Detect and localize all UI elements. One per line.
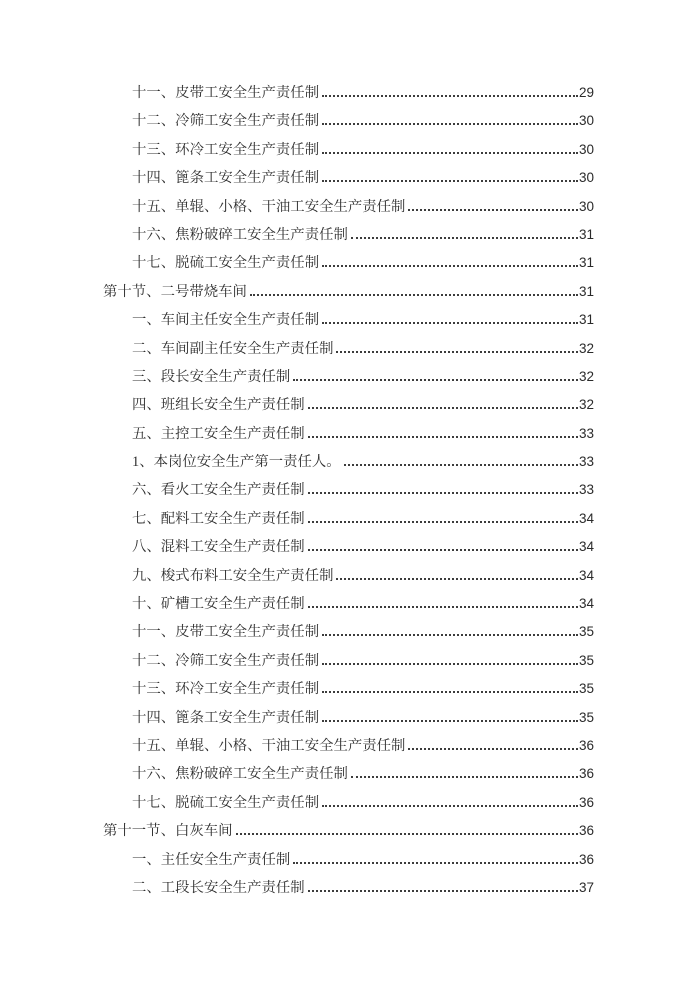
toc-entry-page: 30 (578, 198, 594, 214)
toc-section-row[interactable] (103, 817, 594, 845)
dot-leader (322, 265, 578, 267)
toc-entry-row[interactable] (103, 306, 594, 334)
toc-entry-page: 33 (578, 482, 594, 498)
dot-leader (308, 492, 578, 494)
toc-entry-row[interactable] (103, 562, 594, 590)
dot-leader (308, 436, 578, 438)
toc-entry-page: 31 (578, 226, 594, 242)
toc-entry-row[interactable] (103, 221, 594, 249)
toc-entry-row[interactable] (103, 732, 594, 760)
toc-entry-page: 35 (578, 652, 594, 668)
toc-entry-label: 一、车间主任安全生产责任制 (132, 312, 320, 329)
toc-entry-label: 十二、冷筛工安全生产责任制 (132, 113, 320, 130)
dot-leader (408, 209, 578, 211)
toc-entry-label: 五、主控工安全生产责任制 (132, 425, 305, 442)
dot-leader (308, 890, 578, 892)
toc-entry-label: 七、配料工安全生产责任制 (132, 510, 305, 527)
toc-entry-label: 十一、皮带工安全生产责任制 (132, 624, 320, 641)
dot-leader (336, 578, 577, 580)
dot-leader (322, 180, 578, 182)
toc-entry-row[interactable] (103, 760, 594, 788)
toc-entry-label: 九、梭式布料工安全生产责任制 (132, 567, 334, 584)
dot-leader (322, 663, 578, 665)
toc-entry-label: 十七、脱硫工安全生产责任制 (132, 255, 320, 272)
dot-leader (351, 776, 578, 778)
toc-entry-row[interactable] (103, 136, 594, 164)
dot-leader (322, 805, 578, 807)
dot-leader (308, 606, 578, 608)
toc-entry-page: 36 (578, 766, 594, 782)
toc-entry-label: 二、工段长安全生产责任制 (132, 879, 305, 896)
toc-entry-label: 二、车间副主任安全生产责任制 (132, 340, 334, 357)
dot-leader (308, 407, 578, 409)
toc-entry-row[interactable] (103, 647, 594, 675)
toc-section-page: 31 (578, 283, 594, 299)
dot-leader (308, 521, 578, 523)
toc-entry-row[interactable] (103, 505, 594, 533)
toc-section-label: 第十节、二号带烧车间 (103, 283, 247, 300)
toc-entry-row[interactable] (103, 618, 594, 646)
toc-entry-page: 37 (578, 879, 594, 895)
dot-leader (322, 152, 578, 154)
toc-entry-page: 33 (578, 425, 594, 441)
dot-leader (250, 294, 578, 296)
dot-leader (351, 237, 578, 239)
toc-entry-page: 31 (578, 312, 594, 328)
toc-entry-page: 36 (578, 794, 594, 810)
toc-entry-page: 36 (578, 737, 594, 753)
dot-leader (293, 379, 578, 381)
dot-leader (322, 720, 578, 722)
toc-entry-page: 34 (578, 510, 594, 526)
toc-entry-label: 十三、环冷工安全生产责任制 (132, 141, 320, 158)
toc-entry-label: 1、本岗位安全生产第一责任人。 (132, 454, 341, 471)
toc-entry-page: 30 (578, 113, 594, 129)
toc-entry-row[interactable] (103, 448, 594, 476)
toc-entry-label: 十、矿槽工安全生产责任制 (132, 596, 305, 613)
table-of-contents (103, 79, 594, 902)
toc-entry-label: 十五、单辊、小格、干油工安全生产责任制 (132, 737, 406, 754)
toc-section-row[interactable] (103, 278, 594, 306)
toc-entry-row[interactable] (103, 363, 594, 391)
toc-entry-page: 33 (578, 454, 594, 470)
toc-entry-page: 35 (578, 681, 594, 697)
toc-entry-page: 32 (578, 397, 594, 413)
toc-entry-label: 四、班组长安全生产责任制 (132, 397, 305, 414)
toc-entry-label: 十四、篦条工安全生产责任制 (132, 170, 320, 187)
toc-entry-row[interactable] (103, 193, 594, 221)
toc-entry-row[interactable] (103, 335, 594, 363)
toc-entry-row[interactable] (103, 164, 594, 192)
toc-entry-row[interactable] (103, 391, 594, 419)
toc-entry-label: 十六、焦粉破碎工安全生产责任制 (132, 766, 348, 783)
toc-entry-row[interactable] (103, 846, 594, 874)
toc-entry-row[interactable] (103, 874, 594, 902)
dot-leader (322, 634, 578, 636)
dot-leader (322, 95, 578, 97)
toc-entry-page: 36 (578, 851, 594, 867)
toc-entry-row[interactable] (103, 675, 594, 703)
toc-entry-label: 三、段长安全生产责任制 (132, 368, 291, 385)
dot-leader (308, 549, 578, 551)
toc-entry-label: 十四、篦条工安全生产责任制 (132, 709, 320, 726)
toc-entry-label: 十七、脱硫工安全生产责任制 (132, 794, 320, 811)
toc-entry-row[interactable] (103, 704, 594, 732)
dot-leader (236, 833, 578, 835)
toc-entry-page: 35 (578, 709, 594, 725)
toc-entry-page: 32 (578, 340, 594, 356)
toc-entry-page: 34 (578, 596, 594, 612)
toc-entry-row[interactable] (103, 476, 594, 504)
dot-leader (322, 322, 578, 324)
dot-leader (408, 748, 578, 750)
toc-entry-row[interactable] (103, 107, 594, 135)
toc-entry-page: 29 (578, 85, 594, 100)
toc-entry-page: 35 (578, 624, 594, 640)
toc-entry-row[interactable] (103, 789, 594, 817)
toc-entry-label: 十六、焦粉破碎工安全生产责任制 (132, 226, 348, 243)
toc-entry-row[interactable] (103, 79, 594, 107)
toc-entry-page: 32 (578, 368, 594, 384)
dot-leader (322, 123, 578, 125)
toc-entry-row[interactable] (103, 590, 594, 618)
toc-entry-label: 十三、环冷工安全生产责任制 (132, 681, 320, 698)
toc-entry-label: 一、主任安全生产责任制 (132, 851, 291, 868)
toc-section-label: 第十一节、白灰车间 (103, 823, 233, 840)
toc-entry-label: 十一、皮带工安全生产责任制 (132, 85, 320, 101)
toc-entry-page: 31 (578, 255, 594, 271)
toc-entry-page: 34 (578, 539, 594, 555)
toc-entry-page: 34 (578, 567, 594, 583)
toc-entry-page: 30 (578, 141, 594, 157)
dot-leader (344, 464, 578, 466)
toc-entry-label: 八、混料工安全生产责任制 (132, 539, 305, 556)
toc-entry-row[interactable] (103, 533, 594, 561)
toc-entry-label: 十二、冷筛工安全生产责任制 (132, 652, 320, 669)
dot-leader (293, 862, 578, 864)
toc-entry-row[interactable] (103, 420, 594, 448)
dot-leader (336, 351, 577, 353)
toc-entry-page: 30 (578, 170, 594, 186)
toc-section-page: 36 (578, 823, 594, 839)
toc-entry-label: 六、看火工安全生产责任制 (132, 482, 305, 499)
dot-leader (322, 691, 578, 693)
toc-entry-row[interactable] (103, 249, 594, 277)
toc-entry-label: 十五、单辊、小格、干油工安全生产责任制 (132, 198, 406, 215)
